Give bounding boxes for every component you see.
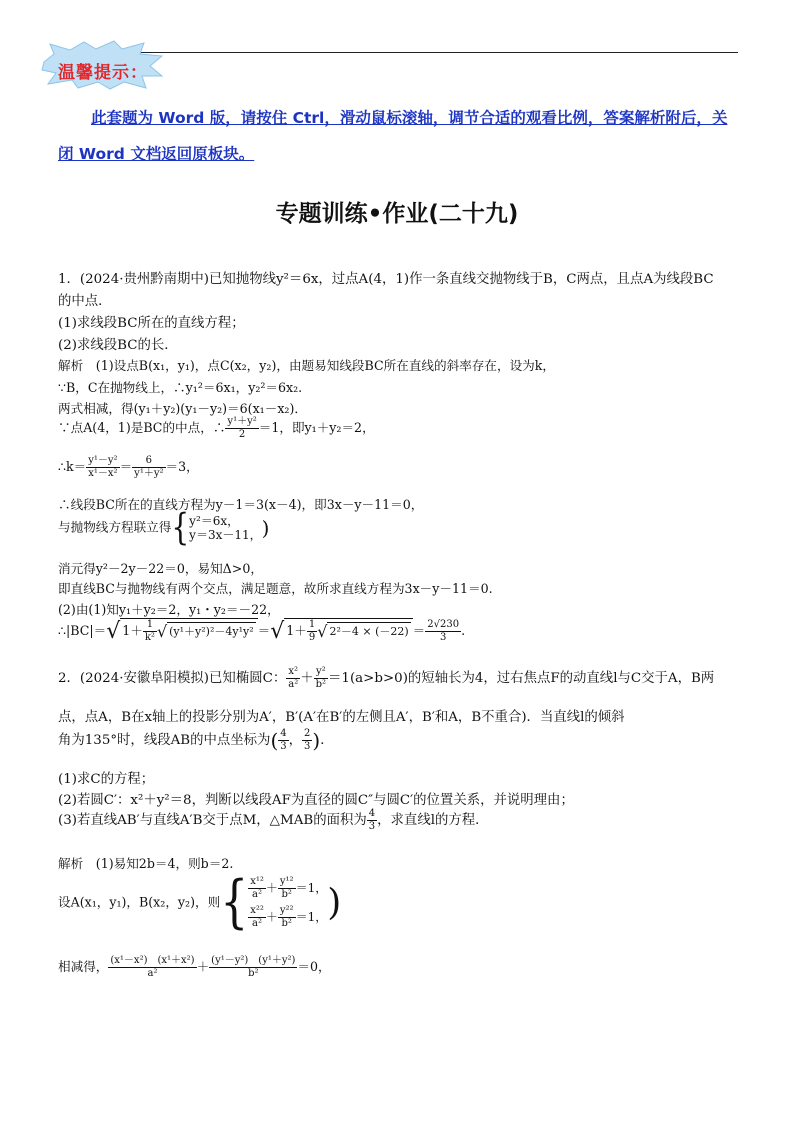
- q1-line-13: 即直线BC与抛物线有两个交点，满足题意，故所求直线方程为3x－y－11＝0.: [58, 581, 493, 596]
- denominator: x¹－x²: [88, 468, 118, 479]
- q1-l9-text: ∴k＝: [58, 459, 87, 474]
- inner-radicand: (y¹＋y²)²－4y¹y²: [167, 622, 256, 639]
- numerator: y¹－y²: [88, 455, 118, 466]
- q2-line-3: [58, 728, 334, 753]
- plus: ＋: [196, 959, 210, 974]
- q1-line-8: [58, 416, 375, 441]
- q2-l9-text-2: ＝0，: [297, 959, 331, 974]
- q2-line-4: (1)求C的方程；: [58, 772, 155, 787]
- denominator: 3: [368, 821, 376, 832]
- denominator: 9: [308, 632, 316, 643]
- equation-system: [189, 514, 261, 542]
- sqrt-icon: √: [156, 622, 168, 641]
- numerator: 1: [143, 619, 157, 632]
- left-brace: {: [220, 869, 249, 936]
- denominator: 3: [304, 741, 311, 752]
- denominator: a²: [147, 968, 158, 979]
- fraction: [209, 955, 297, 980]
- q1-line-14: (2)由(1)知y₁＋y₂＝2，y₁・y₂＝－22，: [58, 602, 280, 617]
- numerator: 4: [280, 728, 287, 739]
- denominator: b²: [315, 679, 327, 690]
- q2-l6-text: (3)若直线AB′与直线A′B交于点M，△MAB的面积为: [58, 813, 367, 828]
- q2-line-6: [58, 808, 489, 833]
- q2-line-8: [58, 869, 342, 936]
- system-eq-2: [248, 905, 327, 930]
- equals-one: ＝1，: [295, 910, 328, 924]
- numerator: (y¹－y²) (y¹＋y²): [211, 955, 296, 966]
- q2-l1-text: 2．(2024·安徽阜阳模拟)已知椭圆C：: [58, 671, 287, 686]
- denominator: 3: [280, 741, 287, 752]
- fraction: [367, 808, 377, 833]
- left-paren: (: [270, 728, 279, 753]
- fraction: [132, 455, 165, 480]
- system-eq-2: y＝3x－11，: [189, 528, 262, 542]
- q1-line-15: [58, 618, 465, 644]
- numerator: x²: [286, 666, 300, 679]
- right-paren: ): [261, 516, 270, 540]
- numerator: 1: [308, 619, 316, 630]
- numerator: 6: [132, 455, 165, 468]
- page-title: 专题训练•作业(二十九): [275, 201, 519, 227]
- numerator: y²²: [279, 905, 294, 916]
- q2-l9-text: 相减得，: [58, 959, 109, 974]
- right-paren: ): [327, 882, 342, 924]
- numerator: y¹＋y²: [227, 416, 257, 427]
- plus: ＋: [265, 881, 278, 895]
- q2-line-5: (2)若圆C′：x²＋y²＝8，判断以线段AF为直径的圆C″与圆C′的位置关系，并说明理由；: [58, 793, 574, 808]
- numerator: x²²: [250, 905, 264, 916]
- fraction: [278, 728, 288, 753]
- q1-l8-text-2: ＝1，即y₁＋y₂＝2，: [258, 420, 375, 435]
- denominator: b²: [248, 968, 259, 979]
- denominator: 3: [439, 632, 447, 643]
- fraction: [425, 619, 461, 644]
- numerator: y²: [314, 666, 328, 679]
- equation-system: [248, 876, 327, 930]
- system-eq-1: y²＝6x，: [189, 514, 240, 528]
- denominator: a²: [288, 679, 299, 690]
- q1-line-5: 解析 (1)设点B(x₁，y₁)，点C(x₂，y₂)，由题易知线段BC所在直线的斜率存在，设为k，: [58, 358, 555, 373]
- left-brace: {: [171, 505, 190, 549]
- fraction: [225, 416, 258, 441]
- equals: ＝: [257, 623, 271, 638]
- fraction: [278, 905, 296, 930]
- numerator: y¹²: [279, 876, 294, 887]
- fraction: [248, 876, 266, 901]
- tip-title: 温馨提示：: [58, 63, 148, 83]
- q2-line-9: [58, 955, 331, 980]
- q1-l8-text: ∵点A(4，1)是BC的中点，∴: [58, 420, 226, 435]
- denominator: k²: [144, 632, 155, 643]
- plus: ＋: [265, 910, 278, 924]
- plus: ＋: [300, 671, 314, 686]
- q1-line-6: ∵B，C在抛物线上，∴y₁²＝6x₁，y₂²＝6x₂.: [58, 380, 303, 395]
- radicand-text: 1＋: [122, 623, 143, 638]
- q2-line-2: 点，点A，B在x轴上的投影分别为A′，B′(A′在B′的左侧且A′，B′和A，B不重合)．当直线l的倾斜: [58, 710, 625, 725]
- denominator: 2: [238, 429, 246, 440]
- fraction: [278, 876, 296, 901]
- q1-line-9: [58, 455, 199, 480]
- fraction: [286, 666, 300, 691]
- numerator: x¹²: [250, 876, 264, 887]
- fraction: [314, 666, 328, 691]
- q1-line-12: 消元得y²－2y－22＝0，易知Δ>0，: [58, 561, 263, 576]
- q1-l11-text: 与抛物线方程联立得: [58, 519, 172, 535]
- q2-l6-text-2: ，求直线l的方程．: [377, 813, 489, 828]
- system-eq-1: [248, 876, 327, 901]
- denominator: a²: [252, 889, 263, 900]
- numerator: 2√230: [427, 619, 460, 630]
- numerator: (x¹－x²) (x¹＋x²): [110, 955, 195, 966]
- fraction: [302, 728, 312, 753]
- q1-line-1: 1．(2024·贵州黔南期中)已知抛物线y²＝6x，过点A(4，1)作一条直线交抛物线于B，C两点，且点A为线段BC: [58, 272, 714, 287]
- numerator: 2: [304, 728, 311, 739]
- q2-l3-text: 角为135°时，线段AB的中点坐标为: [58, 733, 271, 748]
- equals-one: ＝1，: [295, 881, 328, 895]
- numerator: 4: [368, 808, 376, 819]
- fraction: [248, 905, 266, 930]
- q1-line-2: 的中点．: [58, 294, 112, 309]
- q1-l9-text-2: ＝3，: [165, 459, 199, 474]
- fraction: [86, 455, 119, 480]
- q1-line-10: ∴线段BC所在的直线方程为y－1＝3(x－4)，即3x－y－11＝0，: [58, 497, 424, 512]
- q2-l3-text-2: ．: [320, 733, 334, 748]
- q1-line-3: (1)求线段BC所在的直线方程；: [58, 316, 245, 331]
- radicand: [284, 618, 412, 644]
- period: .: [461, 623, 466, 638]
- comma: ，: [288, 733, 303, 748]
- fraction: [307, 619, 317, 644]
- denominator: a²: [252, 918, 263, 929]
- fraction: [108, 955, 196, 980]
- q2-l1-text-2: ＝1(a>b>0)的短轴长为4，过右焦点F的动直线l与C交于A，B两: [328, 671, 715, 686]
- denominator: y¹＋y²: [134, 468, 164, 479]
- right-paren: ): [312, 728, 321, 753]
- radicand-text: 1＋: [286, 623, 307, 638]
- notice-link[interactable]: 此套题为 Word 版，请按住 Ctrl，滑动鼠标滚轴，调节合适的观看比例，答案解析附后，关闭 Word 文档返回原板块。: [58, 109, 728, 163]
- equals: ＝: [412, 623, 426, 638]
- q1-line-11: [58, 505, 270, 549]
- q1-l9-eq: ＝: [119, 459, 133, 474]
- denominator: b²: [281, 889, 292, 900]
- sqrt-icon: √: [317, 622, 328, 641]
- q1-l15-text: ∴|BC|＝: [58, 623, 107, 638]
- sqrt-icon: √: [106, 619, 121, 644]
- q1-line-4: (2)求线段BC的长．: [58, 338, 178, 353]
- sqrt-icon: √: [270, 619, 285, 644]
- q2-line-7: 解析 (1)易知2b＝4，则b＝2.: [58, 856, 234, 871]
- denominator: b²: [281, 918, 292, 929]
- inner-radicand: 2²－4 × (－22): [327, 622, 410, 639]
- q2-line-1: [58, 666, 714, 691]
- radicand: [120, 618, 257, 644]
- q1-line-7: 两式相减，得(y₁＋y₂)(y₁－y₂)＝6(x₁－x₂)．: [58, 401, 307, 416]
- fraction: [143, 619, 157, 644]
- q2-l8-text: 设A(x₁，y₁)，B(x₂，y₂)，则: [58, 894, 221, 910]
